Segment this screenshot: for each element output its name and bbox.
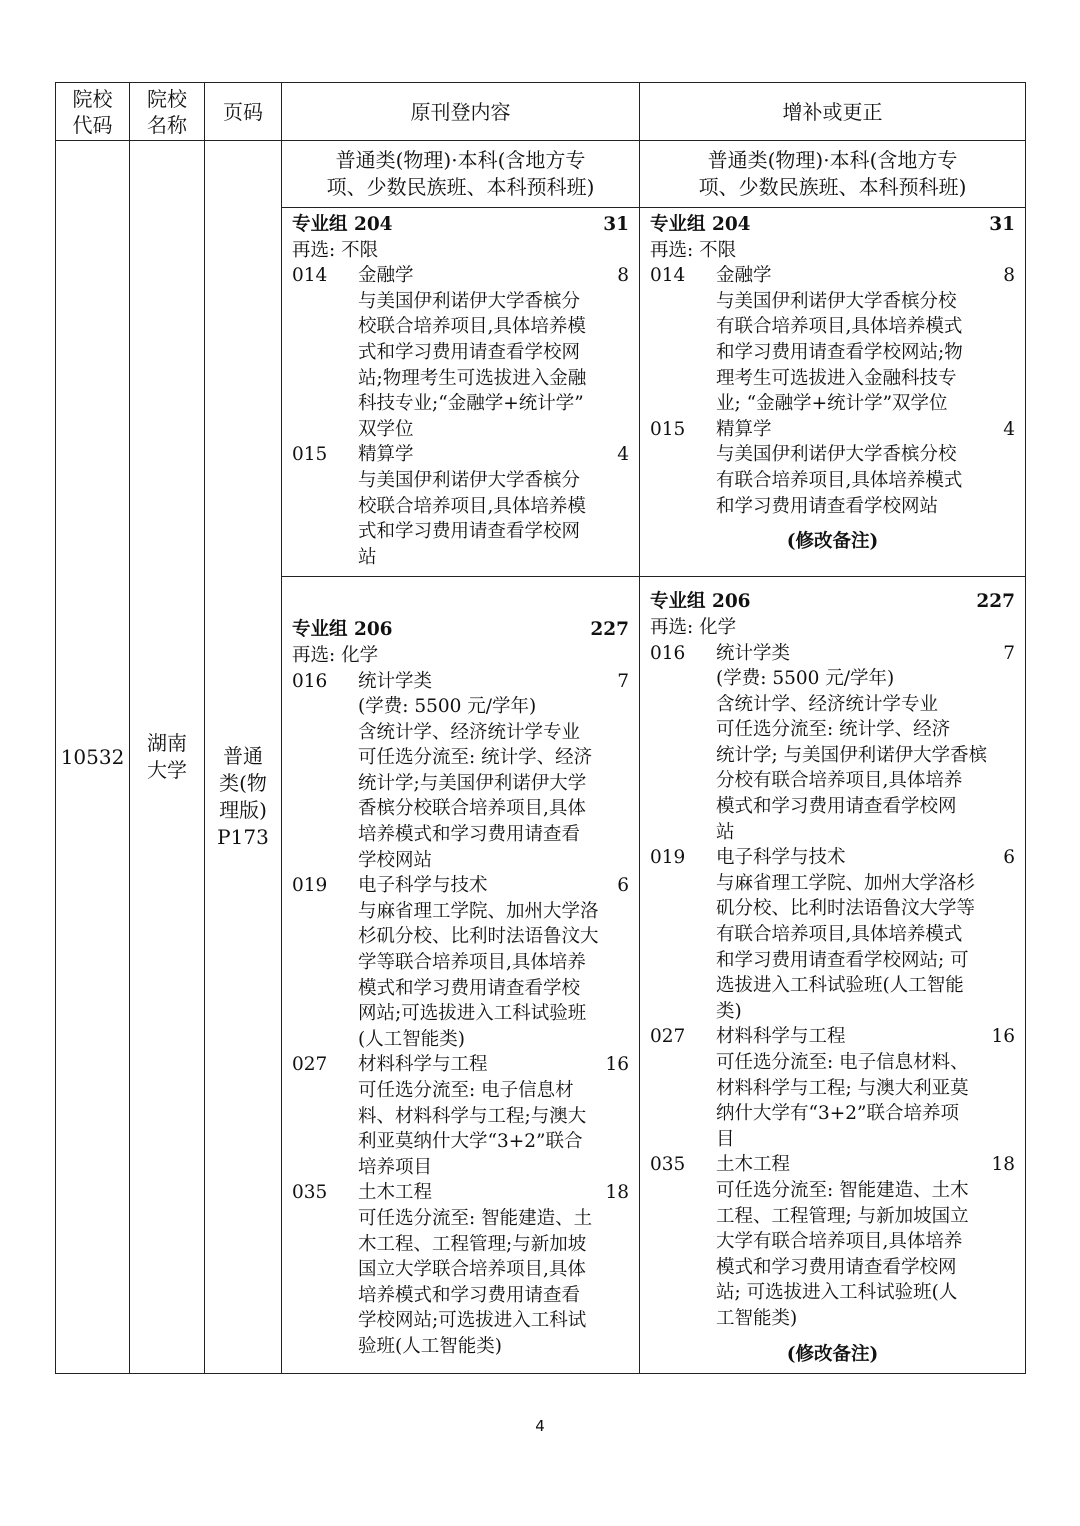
major-count: 6 <box>617 875 629 897</box>
header-row <box>56 83 1026 141</box>
reselect-line: 再选: 不限 <box>650 239 737 261</box>
major-description <box>292 899 629 1053</box>
major-count: 4 <box>617 444 629 466</box>
major-count: 18 <box>605 1182 629 1204</box>
major-description <box>650 1178 1015 1332</box>
major-name: 土木工程 <box>716 1154 791 1176</box>
description-line: 模式和学习费用请查看学校 <box>358 977 581 999</box>
major-row <box>292 873 629 899</box>
group-title: 专业组 204 <box>650 214 751 235</box>
group-title: 专业组 206 <box>292 619 393 641</box>
description-line: 可任选分流至: 统计学、经济 <box>358 747 593 769</box>
description-line: 类) <box>716 1000 742 1022</box>
description-line: 与麻省理工学院、加州大学洛 <box>358 900 599 922</box>
major-code: 016 <box>650 642 686 664</box>
description-line: 工程、工程管理; 与新加坡国立 <box>716 1205 969 1227</box>
major-name: 精算学 <box>358 444 414 466</box>
major-count: 18 <box>991 1154 1015 1176</box>
major-name: 电子科学与技术 <box>358 875 488 897</box>
description-line: 站;物理考生可选拔进入金融 <box>358 367 587 389</box>
major-name: 统计学类 <box>716 642 791 664</box>
description-line: 可任选分流至: 智能建造、土木 <box>716 1179 969 1201</box>
major-name: 材料科学与工程 <box>358 1054 488 1076</box>
major-count: 8 <box>617 265 629 287</box>
major-code: 015 <box>292 444 328 466</box>
description-line: 理考生可选拔进入金融科技专 <box>716 367 957 389</box>
block2-correction <box>640 577 1026 1374</box>
major-row <box>650 845 1015 871</box>
description-line: 可任选分流至: 电子信息材 <box>358 1080 574 1101</box>
header-school-name: 院校 名称 <box>130 83 205 141</box>
major-name: 金融学 <box>716 265 772 287</box>
major-code: 035 <box>292 1182 328 1204</box>
header-correction: 增补或更正 <box>640 83 1026 141</box>
description-line: 可任选分流至: 智能建造、土 <box>358 1207 593 1229</box>
description-line: 培养模式和学习费用请查看 <box>358 824 581 846</box>
group-count: 31 <box>989 214 1015 235</box>
description-line: 含统计学、经济统计学专业 <box>716 693 939 715</box>
description-line: 式和学习费用请查看学校网 <box>358 341 581 363</box>
description-line: 与麻省理工学院、加州大学洛杉 <box>716 872 976 894</box>
description-line: 双学位 <box>358 418 414 440</box>
description-line: (学费: 5500 元/学年) <box>358 696 537 718</box>
description-line: 可任选分流至: 电子信息材料、 <box>716 1052 969 1073</box>
major-code: 015 <box>650 418 686 440</box>
major-code: 014 <box>292 265 328 287</box>
revision-note: (修改备注) <box>786 1343 879 1365</box>
major-name: 精算学 <box>716 418 772 440</box>
description-line: 和学习费用请查看学校网站 <box>716 495 939 517</box>
description-line: 和学习费用请查看学校网站;物 <box>716 341 963 363</box>
major-description <box>650 666 1015 845</box>
description-line: 校联合培养项目,具体培养模 <box>358 316 586 338</box>
group-count: 227 <box>976 591 1015 613</box>
description-line: (学费: 5500 元/学年) <box>716 668 895 690</box>
description-line: (人工智能类) <box>358 1028 465 1050</box>
description-line: 含统计学、经济统计学专业 <box>358 721 581 743</box>
major-row <box>650 1024 1015 1050</box>
description-line: 统计学; 与美国伊利诺伊大学香槟 <box>716 744 988 766</box>
description-line: 学校网站 <box>358 849 433 871</box>
group-header <box>650 212 1015 238</box>
description-line: 矶分校、比利时法语鲁汶大学等 <box>716 898 976 920</box>
major-description <box>292 468 629 570</box>
group-count: 31 <box>603 214 629 235</box>
description-line: 统计学;与美国伊利诺伊大学 <box>358 772 587 794</box>
header-school-code: 院校 代码 <box>56 83 130 141</box>
description-line: 国立大学联合培养项目,具体 <box>358 1259 586 1281</box>
header-page: 页码 <box>205 83 282 141</box>
group-header <box>650 589 1015 615</box>
description-line: 网站;可选拔进入工科试验班 <box>358 1003 587 1025</box>
category-row <box>56 141 1026 208</box>
description-line: 与美国伊利诺伊大学香槟分校 <box>716 444 957 466</box>
major-name: 土木工程 <box>358 1182 433 1204</box>
description-line: 模式和学习费用请查看学校网 <box>716 1256 957 1278</box>
major-count: 7 <box>617 670 629 692</box>
description-line: 业; “金融学+统计学”双学位 <box>716 393 948 415</box>
description-line: 有联合培养项目,具体培养模式 <box>716 469 963 491</box>
major-description <box>650 871 1015 1025</box>
group-header <box>292 212 629 238</box>
description-line: 式和学习费用请查看学校网 <box>358 521 581 543</box>
major-name: 材料科学与工程 <box>716 1026 846 1048</box>
major-row <box>292 1180 629 1206</box>
description-line: 杉矶分校、比利时法语鲁汶大 <box>358 926 599 948</box>
description-line: 可任选分流至: 统计学、经济 <box>716 719 951 741</box>
block1-correction <box>640 208 1026 577</box>
major-code: 019 <box>650 847 686 869</box>
major-description <box>292 694 629 873</box>
major-description <box>650 289 1015 417</box>
header-original: 原刊登内容 <box>282 83 640 141</box>
description-line: 学校网站;可选拔进入工科试 <box>358 1310 587 1332</box>
major-row <box>650 641 1015 667</box>
correction-table <box>55 82 1026 1374</box>
major-row <box>292 1052 629 1078</box>
page-number: 4 <box>535 1417 545 1435</box>
description-line: 大学有联合培养项目,具体培养 <box>716 1231 963 1253</box>
major-code: 016 <box>292 670 328 692</box>
block1-original <box>282 208 640 577</box>
description-line: 材料科学与工程; 与澳大利亚莫 <box>716 1077 969 1099</box>
major-code: 035 <box>650 1154 686 1176</box>
description-line: 验班(人工智能类) <box>358 1335 502 1357</box>
group-title: 专业组 204 <box>292 214 393 235</box>
major-description <box>292 289 629 443</box>
description-line: 分校有联合培养项目,具体培养 <box>716 770 963 792</box>
description-line: 木工程、工程管理;与新加坡 <box>358 1233 587 1255</box>
major-count: 16 <box>991 1026 1015 1048</box>
revision-note: (修改备注) <box>786 531 879 553</box>
major-description <box>650 442 1015 519</box>
major-name: 电子科学与技术 <box>716 847 846 869</box>
description-line: 站; 可选拔进入工科试验班(人 <box>716 1282 958 1304</box>
major-count: 6 <box>1003 847 1015 869</box>
major-description <box>292 1078 629 1180</box>
major-row <box>292 263 629 289</box>
major-row <box>292 669 629 695</box>
major-row <box>292 442 629 468</box>
school-code: 10532 <box>56 141 130 1374</box>
major-name: 金融学 <box>358 265 414 287</box>
description-line: 工智能类) <box>716 1307 798 1329</box>
description-line: 与美国伊利诺伊大学香槟分校 <box>716 290 957 312</box>
description-line: 选拔进入工科试验班(人工智能 <box>716 975 964 997</box>
reselect-line: 再选: 不限 <box>292 239 379 261</box>
description-line: 模式和学习费用请查看学校网 <box>716 796 957 818</box>
description-line: 有联合培养项目,具体培养模式 <box>716 924 963 946</box>
description-line: 香槟分校联合培养项目,具体 <box>358 798 586 820</box>
category-correction: 普通类(物理)·本科(含地方专 项、少数民族班、本科预科班) <box>640 141 1026 208</box>
major-count: 16 <box>605 1054 629 1076</box>
description-line: 利亚莫纳什大学“3+2”联合 <box>358 1131 583 1153</box>
description-line: 有联合培养项目,具体培养模式 <box>716 316 963 338</box>
major-row <box>650 1152 1015 1178</box>
major-code: 027 <box>292 1054 328 1076</box>
major-description <box>292 1206 629 1360</box>
major-row <box>650 417 1015 443</box>
reselect-line: 再选: 化学 <box>292 644 379 666</box>
block2-original <box>282 577 640 1374</box>
description-line: 校联合培养项目,具体培养模 <box>358 495 586 517</box>
description-line: 纳什大学有“3+2”联合培养项 <box>716 1103 959 1125</box>
group-header <box>292 617 629 643</box>
description-line: 目 <box>716 1128 735 1150</box>
description-line: 料、材料科学与工程;与澳大 <box>358 1105 587 1127</box>
major-count: 8 <box>1003 265 1015 287</box>
major-count: 4 <box>1003 418 1015 440</box>
school-name: 湖南 大学 <box>130 141 205 1374</box>
description-line: 与美国伊利诺伊大学香槟分 <box>358 469 581 491</box>
description-line: 培养模式和学习费用请查看 <box>358 1284 581 1306</box>
group-title: 专业组 206 <box>650 591 751 613</box>
major-count: 7 <box>1003 642 1015 664</box>
major-row <box>650 263 1015 289</box>
description-line: 培养项目 <box>358 1156 433 1178</box>
major-code: 027 <box>650 1026 686 1048</box>
major-description <box>650 1050 1015 1152</box>
page-ref: 普通 类(物 理版) P173 <box>205 141 282 1374</box>
major-code: 019 <box>292 875 328 897</box>
major-code: 014 <box>650 265 686 287</box>
description-line: 站 <box>716 821 735 843</box>
description-line: 与美国伊利诺伊大学香槟分 <box>358 290 581 312</box>
reselect-line: 再选: 化学 <box>650 616 737 638</box>
category-original: 普通类(物理)·本科(含地方专 项、少数民族班、本科预科班) <box>282 141 640 208</box>
description-line: 和学习费用请查看学校网站; 可 <box>716 949 969 971</box>
description-line: 站 <box>358 546 377 568</box>
group-count: 227 <box>590 619 629 641</box>
major-name: 统计学类 <box>358 670 433 692</box>
description-line: 科技专业;“金融学+统计学” <box>358 393 584 415</box>
description-line: 学等联合培养项目,具体培养 <box>358 952 586 974</box>
